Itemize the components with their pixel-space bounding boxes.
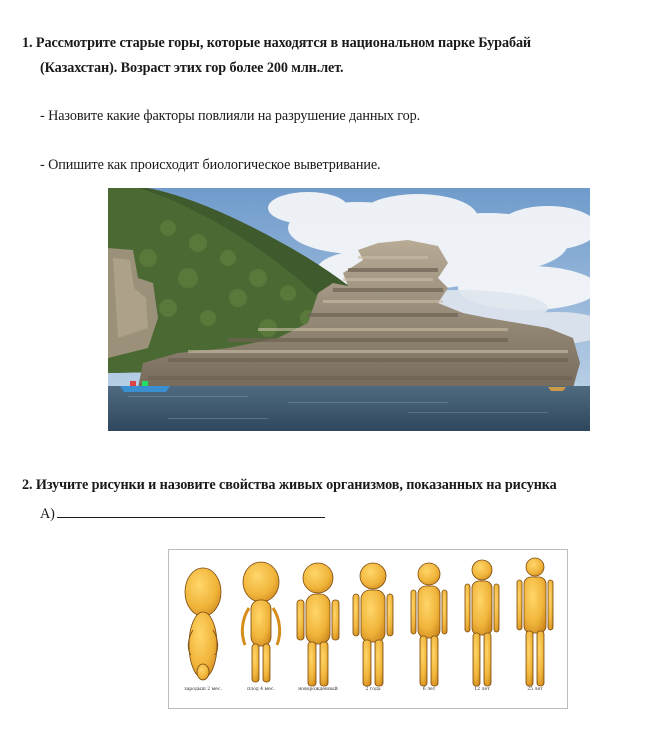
stage-label-newborn: новорожденный [298, 687, 338, 692]
stage-label-embryo: зародыш 2 мес. [184, 687, 222, 692]
stage-6-years-figure [411, 563, 447, 686]
stage-newborn-figure [297, 563, 339, 686]
question-2-text: 2. Изучите рисунки и назовите свойства живых организмов, показанных на рисунка [22, 477, 557, 493]
question-1-task-weathering: - Опишите как происходит биологическое выветривание. [40, 157, 381, 173]
answer-label: А) [40, 506, 55, 522]
question-1-text: 1. Рассмотрите старые горы, которые находятся в национальном парке Бурабай [22, 35, 532, 51]
question-1-task-factors: - Назовите какие факторы повлияли на разрушение данных гор. [40, 108, 421, 124]
stage-2-years-figure [353, 563, 393, 686]
stage-label-fetus: плод 4 мес. [247, 687, 275, 692]
stage-label-12-years: 12 лет [474, 687, 490, 692]
burabay-mountain-photo [108, 188, 590, 431]
stage-label-2-years: 2 года [365, 687, 381, 692]
answer-blank[interactable] [57, 503, 325, 518]
stage-embryo-figure [185, 568, 221, 680]
human-development-figure [168, 549, 568, 709]
stage-fetus-figure [242, 562, 279, 682]
stage-label-25-years: 25 лет [527, 687, 543, 692]
stage-12-years-figure [465, 560, 499, 686]
stage-25-years-figure [517, 558, 553, 686]
question-1-text-continued: (Казахстан). Возраст этих гор более 200 млн.лет. [40, 60, 344, 76]
stage-label-6-years: 6 лет [422, 687, 436, 692]
question-2-answer-line[interactable] [40, 503, 325, 523]
